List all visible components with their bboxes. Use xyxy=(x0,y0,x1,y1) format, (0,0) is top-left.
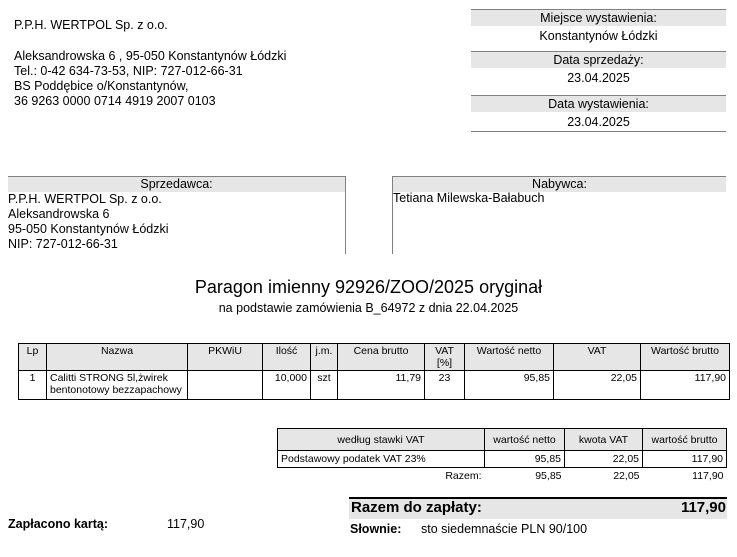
total-due-label: Razem do zapłaty: xyxy=(351,499,482,516)
company-address xyxy=(14,49,286,109)
cell-name-line2: bentonotowy bezzapachowy xyxy=(50,384,182,396)
vat-total-net: 95,85 xyxy=(535,470,562,482)
total-due-value: 117,90 xyxy=(680,499,726,516)
vat-col-gross: wartość brutto xyxy=(643,429,727,451)
company-account-number: 36 9263 0000 0714 4919 2007 0103 xyxy=(14,94,216,108)
vat-rate-name: Podstawowy podatek VAT 23% xyxy=(278,451,485,468)
paid-by-card-value: 117,90 xyxy=(167,517,205,531)
vat-total-gross: 117,90 xyxy=(692,470,724,482)
col-qty: Ilość xyxy=(263,344,311,371)
document-title: Paragon imienny 92926/ZOO/2025 oryginał xyxy=(194,277,543,297)
col-gross-price: Cena brutto xyxy=(338,344,425,371)
seller-divider xyxy=(345,176,346,254)
buyer-label: Nabywca: xyxy=(393,176,726,192)
company-bank: BS Poddębice o/Konstantynów, xyxy=(14,79,189,93)
vat-gross: 117,90 xyxy=(643,451,727,468)
cell-unit: szt xyxy=(311,371,338,400)
vat-net: 95,85 xyxy=(485,451,565,468)
col-vat-rate-unit: [%] xyxy=(436,357,453,369)
issue-place-value: Konstantynów Łódzki xyxy=(539,29,658,43)
col-pkwiu: PKWiU xyxy=(188,344,263,371)
vat-total-vat: 22,05 xyxy=(613,470,640,482)
company-address-line: Aleksandrowska 6 , 95-050 Konstantynów Łódzki xyxy=(14,49,287,63)
vat-col-net: wartość netto xyxy=(485,429,565,451)
col-gross-value: Wartość brutto xyxy=(641,344,730,371)
document-subtitle: na podstawie zamówienia B_64972 z dnia 22.04.2025 xyxy=(218,301,519,315)
cell-gross-value: 117,90 xyxy=(641,371,730,400)
vat-col-vat: kwota VAT xyxy=(565,429,643,451)
items-header-row xyxy=(19,344,730,371)
cell-name-line1: Calitti STRONG 5l,żwirek xyxy=(50,372,168,384)
issue-place-label: Miejsce wystawienia: xyxy=(471,9,726,26)
col-net-value: Wartość netto xyxy=(465,344,554,371)
amount-in-words-label: Słownie: xyxy=(350,522,402,536)
sale-date-label: Data sprzedaży: xyxy=(471,51,726,68)
paid-by-card-label: Zapłacono kartą: xyxy=(8,517,109,531)
col-name: Nazwa xyxy=(47,344,188,371)
seller-city: 95-050 Konstantynów Łódzki xyxy=(8,222,169,236)
cell-pkwiu xyxy=(188,371,263,400)
seller-nip: NIP: 727-012-66-31 xyxy=(8,237,118,251)
seller-label: Sprzedawca: xyxy=(8,176,345,192)
vat-total-label: Razem: xyxy=(445,470,482,482)
table-row xyxy=(278,451,727,468)
amount-in-words-value: sto siedemnaście PLN 90/100 xyxy=(421,522,588,536)
col-vat-rate-label: VAT xyxy=(435,345,454,357)
cell-lp: 1 xyxy=(19,371,47,400)
sale-date-box xyxy=(471,51,726,87)
vat-summary-table xyxy=(277,428,727,484)
company-name: P.P.H. WERTPOL Sp. z o.o. xyxy=(14,18,168,32)
buyer-name: Tetiana Milewska-Bałabuch xyxy=(393,191,545,205)
vat-col-rate: według stawki VAT xyxy=(278,429,485,451)
cell-vat: 22,05 xyxy=(554,371,641,400)
issue-date-label: Data wystawienia: xyxy=(471,95,726,112)
col-vat-rate xyxy=(425,344,465,371)
seller-details xyxy=(8,192,169,252)
vat-header-row xyxy=(278,429,727,451)
items-table xyxy=(18,343,730,400)
cell-name xyxy=(47,371,188,400)
col-lp: Lp xyxy=(19,344,47,371)
cell-net-value: 95,85 xyxy=(465,371,554,400)
issue-date-value: 23.04.2025 xyxy=(471,112,726,132)
company-phone-nip: Tel.: 0-42 634-73-53, NIP: 727-012-66-31 xyxy=(14,64,243,78)
table-row xyxy=(19,371,730,400)
vat-total-row xyxy=(278,468,727,485)
issue-date-box xyxy=(471,95,726,132)
cell-gross-price: 11,79 xyxy=(338,371,425,400)
cell-vat-rate: 23 xyxy=(425,371,465,400)
seller-street: Aleksandrowska 6 xyxy=(8,207,110,221)
col-unit: j.m. xyxy=(311,344,338,371)
issue-place-box xyxy=(471,9,726,45)
cell-qty: 10,000 xyxy=(263,371,311,400)
seller-name: P.P.H. WERTPOL Sp. z o.o. xyxy=(8,192,162,206)
vat-amount: 22,05 xyxy=(565,451,643,468)
col-vat: VAT xyxy=(554,344,641,371)
sale-date-value: 23.04.2025 xyxy=(567,71,630,85)
